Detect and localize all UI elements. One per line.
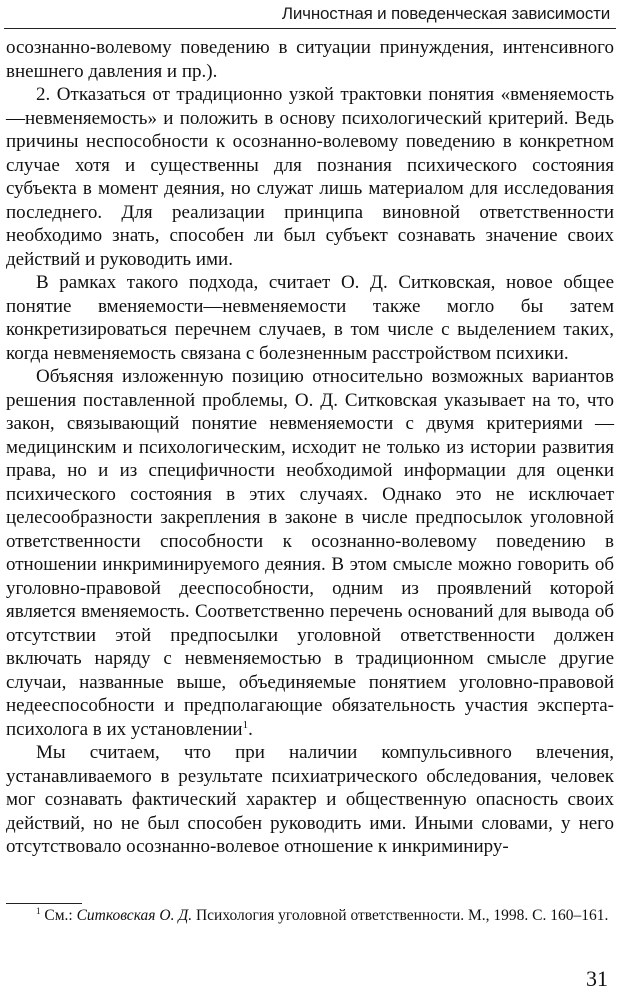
header-rule: [4, 28, 616, 29]
footnote-rule: [6, 903, 82, 904]
paragraph-4-text: Объясняя изложенную позицию относительно возможных вариантов решения поставленной проблемы, О. Д. Ситковская указывает на то, что закон, связывающий понятие невменяемости с двумя критериями — медицинским и психологическим, исходит не только из истории развития права, но и из специфичности необходимой информации для оценки психического состояния в этих случаях. Однако это не исключает целесообразности закрепления в законе в числе предпосылок уголовной ответственности способности к осознанно-волевому поведению в отношении инкриминируемого деяния. В этом смысле можно говорить об уголовно-правовой дееспособности, одним из проявлений которой является вменяемость. Соответственно перечень оснований для вывода об отсутствии этой предпосылки уголовной ответственности должен включать наряду с невменяемостью в традиционном смысле другие случаи, названные выше, объединяемые понятием уголовно-правовой недееспособности и предполагающие обязательность участия эксперта-психолога в их установлении: [6, 366, 614, 740]
page-number: 31: [586, 966, 608, 991]
paragraph-3: В рамках такого подхода, считает О. Д. Ситковская, новое общее понятие вменяемости—невменяемости также могло бы затем конкретизироваться перечнем случаев, в том числе с выделением таких, когда невменяемость связана с болезненным расстройством психики.: [6, 272, 614, 364]
paragraph-1: осознанно-волевому поведению в ситуации принуждения, интенсивного внешнего давления и пр.).: [6, 37, 614, 82]
footnote-reference[interactable]: 1: [242, 718, 249, 731]
paragraph-2: 2. Отказаться от традиционно узкой трактовки понятия «вменяемость—невменяемость» и положить в основу психологический критерий. Ведь причины неспособности к осознанно-волевому поведению в конкретном случае хотя и существенны для познания психического состояния субъекта в момент деяния, но служат лишь материалом для исследования последнего. Для реализации принципа виновной ответственности необходимо знать, способен ли был субъект сознавать значение своих действий и руководить ими.: [6, 84, 614, 270]
paragraph-5: Мы считаем, что при наличии компульсивного влечения, устанавливаемого в результате психиатрического обследования, человек мог сознавать фактический характер и общественную опасность своих действий, но не был способен руководить ими. Иными словами, у него отсутствовало осознанно-волевое отношение к инкриминиру-: [6, 742, 614, 857]
running-title: Личностная и поведенческая зависимости: [281, 4, 610, 23]
paragraph-4-end: .: [248, 718, 253, 740]
footnote-marker: 1: [36, 906, 41, 916]
footnote-prefix: См.:: [44, 907, 77, 924]
footnote-author: Ситковская О. Д.: [76, 907, 193, 924]
main-text: [6, 36, 614, 859]
footnote-source: Психология уголовной ответственности. М., 1998. С. 160–161.: [192, 907, 609, 924]
footnote: [6, 905, 614, 926]
paragraph-4: [6, 365, 614, 741]
